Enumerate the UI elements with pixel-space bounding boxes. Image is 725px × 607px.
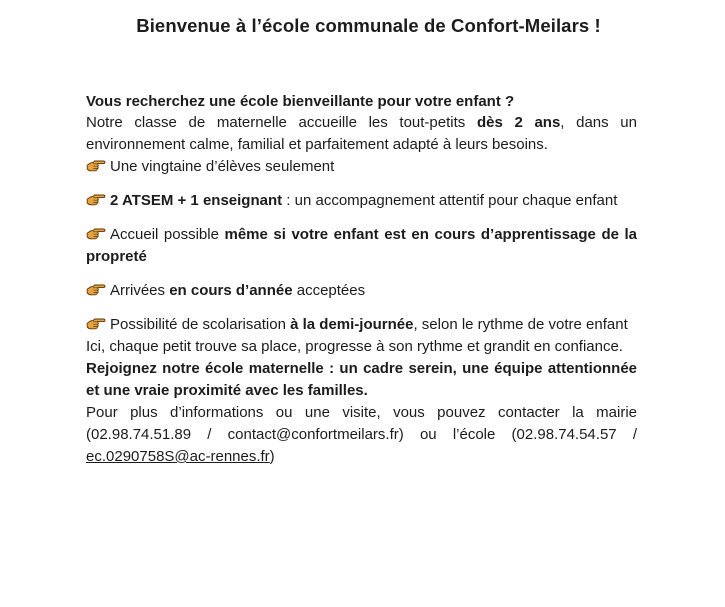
bullet-highlight: même si votre enfant est en cours d’apprentissage de la propreté	[86, 226, 637, 265]
contact-paragraph	[86, 402, 637, 468]
bullet-text-end: : un accompagnement attentif pour chaque enfant	[282, 192, 618, 209]
page-title: Bienvenue à l’école communale de Confort-Meilars !	[136, 15, 601, 36]
closing-paragraph: Ici, chaque petit trouve sa place, progresse à son rythme et grandit en confiance.	[86, 338, 623, 355]
school-email-link[interactable]: ec.0290758S@ac-rennes.fr	[86, 448, 270, 465]
bullet-highlight: en cours d’année	[169, 282, 293, 299]
contact-text: Pour plus d’informations ou une visite, vous pouvez contacter la mairie (02.98.74.51.89 / contact@confortmeilars.fr) ou l’école (02.98.74.54.57 /	[86, 404, 637, 443]
lead-question: Vous recherchez une école bienveillante pour votre enfant ?	[86, 93, 515, 110]
intro-paragraph	[86, 112, 637, 156]
bullet-item-half-day	[86, 314, 637, 336]
bullet-highlight: à la demi-journée	[290, 316, 414, 333]
bullet-item-staff	[86, 190, 637, 212]
bullet-item-potty-training	[86, 224, 637, 268]
intro-text: Notre classe de maternelle accueille les tout-petits	[86, 114, 477, 131]
bullet-text: Une vingtaine d’élèves seulement	[110, 158, 335, 175]
bullet-item-class-size	[86, 156, 637, 178]
bullet-text: Possibilité de scolarisation	[110, 316, 291, 333]
bullet-text: Arrivées	[110, 282, 170, 299]
bullet-item-arrivals	[86, 280, 637, 302]
bullet-text-end: , selon le rythme de votre enfant	[413, 316, 628, 333]
pointing-hand-icon	[86, 316, 106, 330]
call-to-action: Rejoignez notre école maternelle : un cadre serein, une équipe attentionnée et une vraie proximité avec les familles.	[86, 360, 637, 399]
bullet-text: Accueil possible	[110, 226, 225, 243]
intro-age-highlight: dès 2 ans	[476, 114, 561, 131]
bullet-highlight: 2 ATSEM + 1 enseignant	[110, 192, 283, 209]
pointing-hand-icon	[86, 192, 106, 206]
pointing-hand-icon	[86, 282, 106, 296]
pointing-hand-icon	[86, 226, 106, 240]
bullet-text-end: acceptées	[292, 282, 366, 299]
pointing-hand-icon	[86, 158, 106, 172]
intro-text-end: , dans un environnement calme, familial et parfaitement adapté à leurs besoins.	[86, 114, 637, 153]
contact-text-end: )	[269, 448, 275, 465]
